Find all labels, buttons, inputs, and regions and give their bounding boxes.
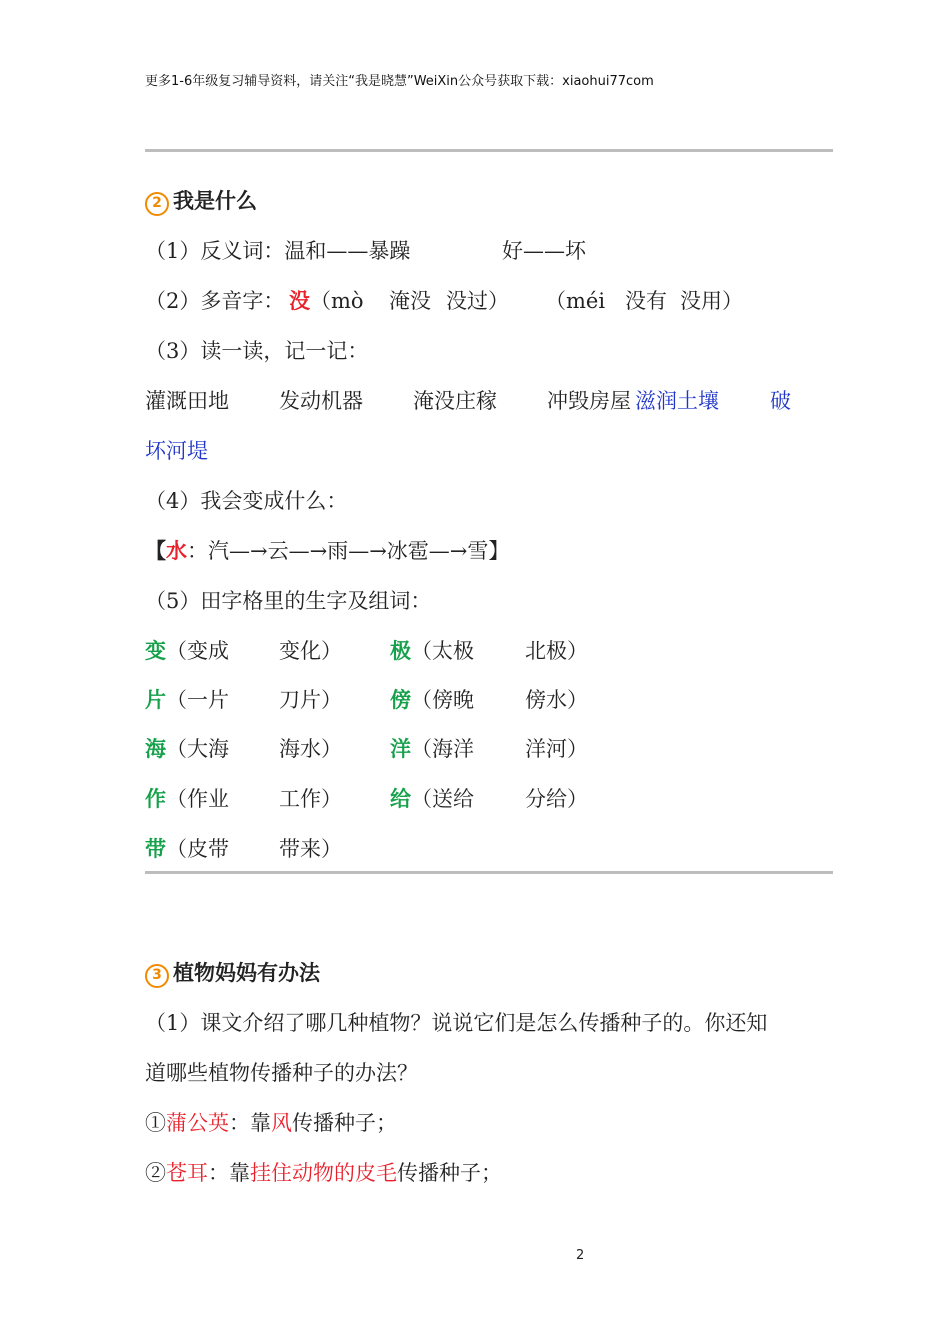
vocab-word: （一片: [166, 688, 229, 712]
answer-text: ：靠: [229, 1111, 271, 1135]
divider-top: [145, 149, 833, 152]
vocab-word: 海水）: [279, 737, 342, 761]
vocab-char: 变: [145, 638, 166, 663]
word: 淹没: [389, 289, 431, 313]
vocab-char: 片: [145, 687, 166, 712]
vocab-row: [145, 834, 833, 864]
antonym-label: （1）反义词：: [145, 239, 285, 263]
plant-name: 苍耳: [166, 1161, 208, 1185]
phrase: 冲毁房屋: [547, 389, 631, 413]
circled-number-icon: 3: [145, 964, 169, 988]
vocab-word: 傍水）: [525, 688, 588, 712]
item-number: ②: [145, 1161, 166, 1185]
phrase: 灌溉田地: [145, 389, 229, 413]
answer-item: [145, 1108, 397, 1138]
phrase-highlight: 破: [770, 389, 791, 413]
section-heading: [145, 958, 320, 988]
answer-key: 挂住动物的皮毛: [250, 1161, 397, 1185]
vocab-char: 极: [390, 638, 411, 663]
page-number: 2: [576, 1248, 585, 1263]
vocab-row: [145, 685, 833, 715]
answer-text: ：靠: [208, 1161, 250, 1185]
answer-text: 传播种子；: [292, 1111, 397, 1135]
page-header: 更多1-6年级复习辅导资料，请关注“我是晓慧”WeiXin公众号获取下载：xiaohui77com: [145, 74, 654, 89]
polyphone-line: [145, 286, 833, 316]
word: 没有: [625, 289, 667, 313]
polyphone-char: 没: [289, 288, 310, 313]
water-char: 水: [166, 538, 187, 563]
vocab-word: 带来）: [279, 837, 342, 861]
vocab-char: 作: [145, 786, 166, 811]
vocab-char: 海: [145, 736, 166, 761]
vocab-word: 北极）: [525, 639, 588, 663]
answer-item: [145, 1158, 502, 1188]
antonym-line: [145, 236, 586, 266]
question-line: （1）课文介绍了哪几种植物？说说它们是怎么传播种子的。你还知: [145, 1011, 768, 1035]
chain-text: ：汽—→云—→雨—→冰雹—→雪】: [187, 539, 510, 563]
polyphone-label: （2）多音字：: [145, 289, 285, 313]
vocab-word: 分给）: [525, 787, 588, 811]
vocab-word: 洋河）: [525, 737, 588, 761]
pinyin: （mò: [310, 289, 364, 313]
word: 没过）: [446, 289, 509, 313]
vocab-char: 傍: [390, 687, 411, 712]
phrase: 发动机器: [279, 389, 363, 413]
answer-text: 传播种子；: [397, 1161, 502, 1185]
phrase-highlight: 坏河堤: [145, 439, 208, 463]
read-label: （3）读一读，记一记：: [145, 339, 369, 363]
phrase-highlight: 滋润土壤: [635, 389, 719, 413]
vocab-char: 给: [390, 786, 411, 811]
phrase: 淹没庄稼: [413, 389, 497, 413]
section-title: 植物妈妈有办法: [173, 961, 320, 985]
question-line: 道哪些植物传播种子的办法？: [145, 1061, 418, 1085]
vocab-word: （皮带: [166, 837, 229, 861]
word: 没用）: [680, 289, 743, 313]
vocab-word: （大海: [166, 737, 229, 761]
grid-label: （5）田字格里的生字及组词：: [145, 589, 432, 613]
vocab-word: （送给: [411, 787, 474, 811]
antonym-pair: 好——坏: [502, 239, 586, 263]
vocab-char: 带: [145, 836, 166, 861]
vocab-word: 刀片）: [279, 688, 342, 712]
vocab-word: （傍晚: [411, 688, 474, 712]
vocab-row: [145, 636, 833, 666]
change-chain: [145, 536, 509, 566]
vocab-word: 变化）: [279, 639, 342, 663]
section-heading: [145, 186, 257, 216]
plant-name: 蒲公英: [166, 1111, 229, 1135]
pinyin: （méi: [545, 289, 606, 313]
bracket: 【: [145, 538, 166, 563]
vocab-word: （海洋: [411, 737, 474, 761]
change-label: （4）我会变成什么：: [145, 489, 348, 513]
vocab-char: 洋: [390, 736, 411, 761]
answer-key: 风: [271, 1111, 292, 1135]
vocab-row: [145, 734, 833, 764]
item-number: ①: [145, 1111, 166, 1135]
read-words-line: [145, 386, 833, 416]
vocab-word: （变成: [166, 639, 229, 663]
divider-bottom: [145, 871, 833, 874]
vocab-row: [145, 784, 833, 814]
circled-number-icon: 2: [145, 192, 169, 216]
vocab-word: 工作）: [279, 787, 342, 811]
vocab-word: （太极: [411, 639, 474, 663]
vocab-word: （作业: [166, 787, 229, 811]
antonym-pair: 温和——暴躁: [284, 239, 411, 263]
section-title: 我是什么: [173, 189, 257, 213]
